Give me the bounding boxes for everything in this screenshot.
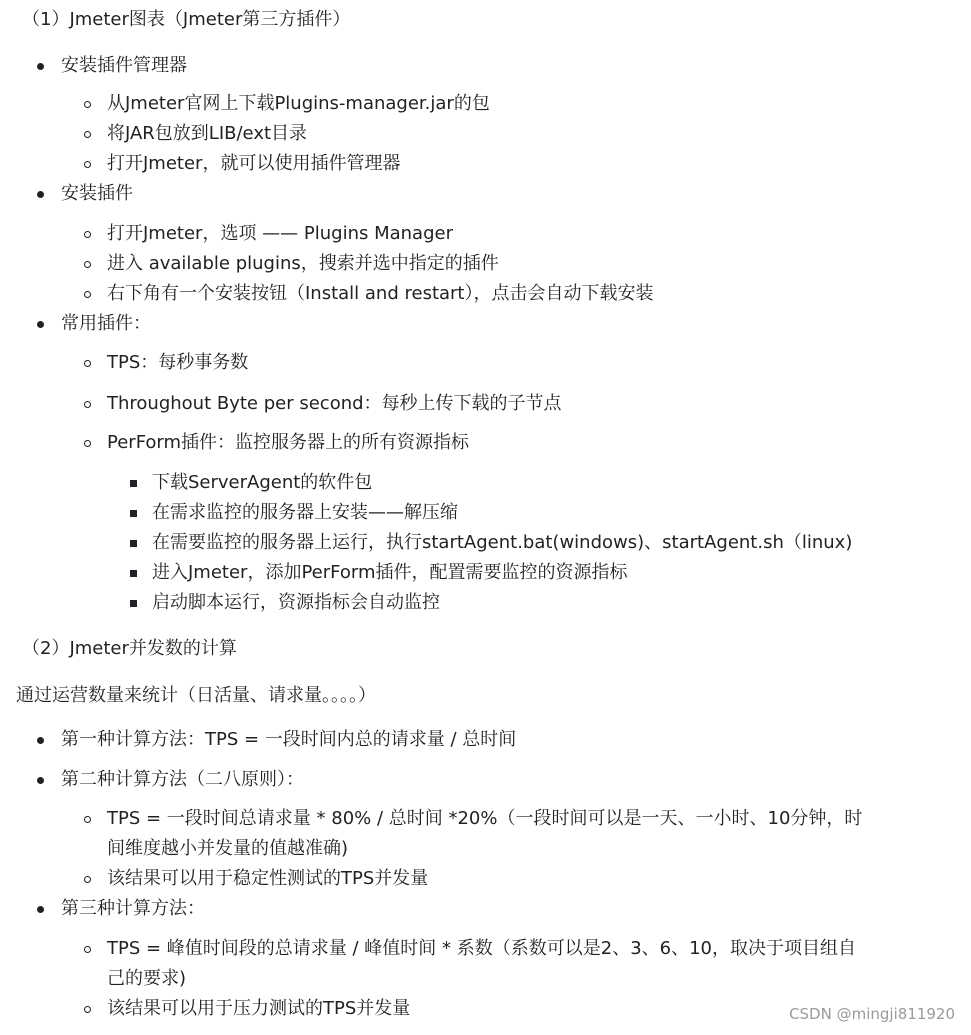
section1-heading: （1）Jmeter图表（Jmeter第三方插件） [22, 9, 351, 30]
list-item: TPS：每秒事务数 [107, 352, 249, 373]
section2-intro: 通过运营数量来统计（日活量、请求量。。。。） [16, 685, 376, 706]
list-item: 进入Jmeter，添加PerForm插件，配置需要监控的资源指标 [152, 562, 628, 583]
list-item: 在需求监控的服务器上安装——解压缩 [152, 502, 458, 523]
section2-heading: （2）Jmeter并发数的计算 [22, 638, 237, 659]
list-item: TPS = 峰值时间段的总请求量 / 峰值时间 * 系数（系数可以是2、3、6、10，取决于项目组自 [107, 938, 857, 959]
list-item: 打开Jmeter，就可以使用插件管理器 [107, 153, 401, 174]
bullet-circle [84, 946, 91, 953]
bullet-circle [84, 231, 91, 238]
bullet-circle [84, 261, 91, 268]
list-item: 将JAR包放到LIB/ext目录 [107, 123, 308, 144]
list-item: 在需要监控的服务器上运行，执行startAgent.bat(windows)、startAgent.sh（linux) [152, 532, 853, 553]
list-item: 启动脚本运行，资源指标会自动监控 [152, 592, 440, 613]
bullet-square [130, 600, 137, 607]
bullet-circle [84, 1006, 91, 1013]
bullet-disc [37, 63, 44, 70]
bullet-disc [37, 906, 44, 913]
bullet-circle [84, 816, 91, 823]
method1-text: 第一种计算方法：TPS = 一段时间内总的请求量 / 总时间 [61, 729, 517, 750]
bullet-disc [37, 737, 44, 744]
list-item: 打开Jmeter，选项 —— Plugins Manager [107, 223, 453, 244]
list-item-continuation: 己的要求) [107, 968, 187, 989]
method3-label: 第三种计算方法： [61, 898, 205, 919]
list-item: 从Jmeter官网上下载Plugins-manager.jar的包 [107, 93, 490, 114]
list-item: 进入 available plugins，搜索并选中指定的插件 [107, 253, 499, 274]
bullet-circle [84, 360, 91, 367]
watermark: CSDN @mingji811920 [789, 1005, 955, 1023]
bullet-disc [37, 321, 44, 328]
bullet-square [130, 480, 137, 487]
install-plugin-label: 安装插件 [61, 183, 133, 204]
list-item: 该结果可以用于稳定性测试的TPS并发量 [107, 868, 429, 889]
bullet-square [130, 510, 137, 517]
common-plugins-label: 常用插件： [61, 313, 151, 334]
list-item: 该结果可以用于压力测试的TPS并发量 [107, 998, 411, 1019]
bullet-circle [84, 291, 91, 298]
bullet-circle [84, 401, 91, 408]
list-item: TPS = 一段时间总请求量 * 80% / 总时间 *20%（一段时间可以是一天、一小时、10分钟，时 [107, 808, 863, 829]
method2-label: 第二种计算方法（二八原则）： [61, 769, 304, 790]
bullet-circle [84, 440, 91, 447]
bullet-circle [84, 161, 91, 168]
bullet-disc [37, 191, 44, 198]
list-item: Throughout Byte per second：每秒上传下载的子节点 [107, 393, 562, 414]
list-item: 右下角有一个安装按钮（Install and restart），点击会自动下载安装 [107, 283, 654, 304]
bullet-circle [84, 101, 91, 108]
bullet-disc [37, 777, 44, 784]
bullet-square [130, 540, 137, 547]
list-item: PerForm插件：监控服务器上的所有资源指标 [107, 432, 470, 453]
bullet-circle [84, 876, 91, 883]
bullet-circle [84, 131, 91, 138]
bullet-square [130, 570, 137, 577]
list-item: 下载ServerAgent的软件包 [152, 472, 373, 493]
list-item-continuation: 间维度越小并发量的值越准确) [107, 838, 349, 859]
install-manager-label: 安装插件管理器 [61, 55, 187, 76]
